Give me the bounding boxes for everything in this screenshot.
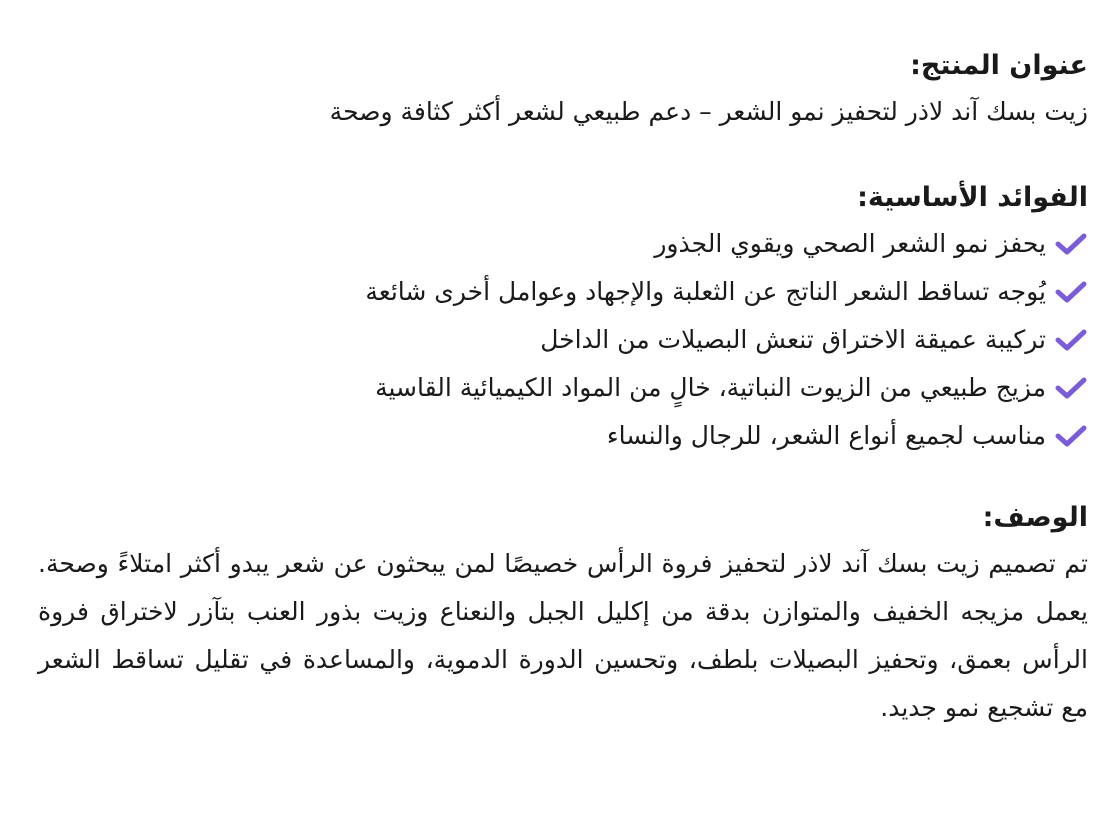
description-heading: الوصف: bbox=[982, 502, 1088, 533]
spacer bbox=[38, 460, 1088, 496]
benefit-text: تركيبة عميقة الاختراق تنعش البصيلات من الداخل bbox=[540, 325, 1046, 354]
benefit-text: يُوجه تساقط الشعر الناتج عن الثعلبة والإجهاد وعوامل أخرى شائعة bbox=[365, 277, 1046, 306]
benefit-text: مزيج طبيعي من الزيوت النباتية، خالٍ من المواد الكيميائية القاسية bbox=[375, 373, 1046, 402]
list-item bbox=[38, 220, 1088, 268]
benefit-text: مناسب لجميع أنواع الشعر، للرجال والنساء bbox=[606, 421, 1046, 450]
check-icon bbox=[1054, 229, 1088, 259]
list-item bbox=[38, 268, 1088, 316]
spacer bbox=[38, 136, 1088, 176]
check-icon bbox=[1054, 325, 1088, 355]
description-text: تم تصميم زيت بسك آند لاذر لتحفيز فروة الرأس خصيصًا لمن يبحثون عن شعر يبدو أكثر امتلاءً وصحة. يعمل مزيجه الخفيف والمتوازن بدقة من إكليل الجبل والنعناع وزيت بذور العنب بتآزر لاختراق فروة الرأس بعمق، وتحفيز البصيلات بلطف، وتحسين الدورة الدموية، والمساعدة في تقليل تساقط الشعر مع تشجيع نمو جديد. bbox=[38, 549, 1088, 722]
list-item bbox=[38, 364, 1088, 412]
check-icon bbox=[1054, 421, 1088, 451]
benefit-text: يحفز نمو الشعر الصحي ويقوي الجذور bbox=[654, 229, 1046, 258]
product-title-heading: عنوان المنتج: bbox=[910, 50, 1088, 81]
list-item bbox=[38, 316, 1088, 364]
list-item bbox=[38, 412, 1088, 460]
check-icon bbox=[1054, 277, 1088, 307]
product-title: زيت بسك آند لاذر لتحفيز نمو الشعر – دعم طبيعي لشعر أكثر كثافة وصحة bbox=[329, 97, 1088, 126]
check-icon bbox=[1054, 373, 1088, 403]
benefits-heading: الفوائد الأساسية: bbox=[857, 182, 1088, 213]
benefits-list bbox=[38, 220, 1088, 460]
